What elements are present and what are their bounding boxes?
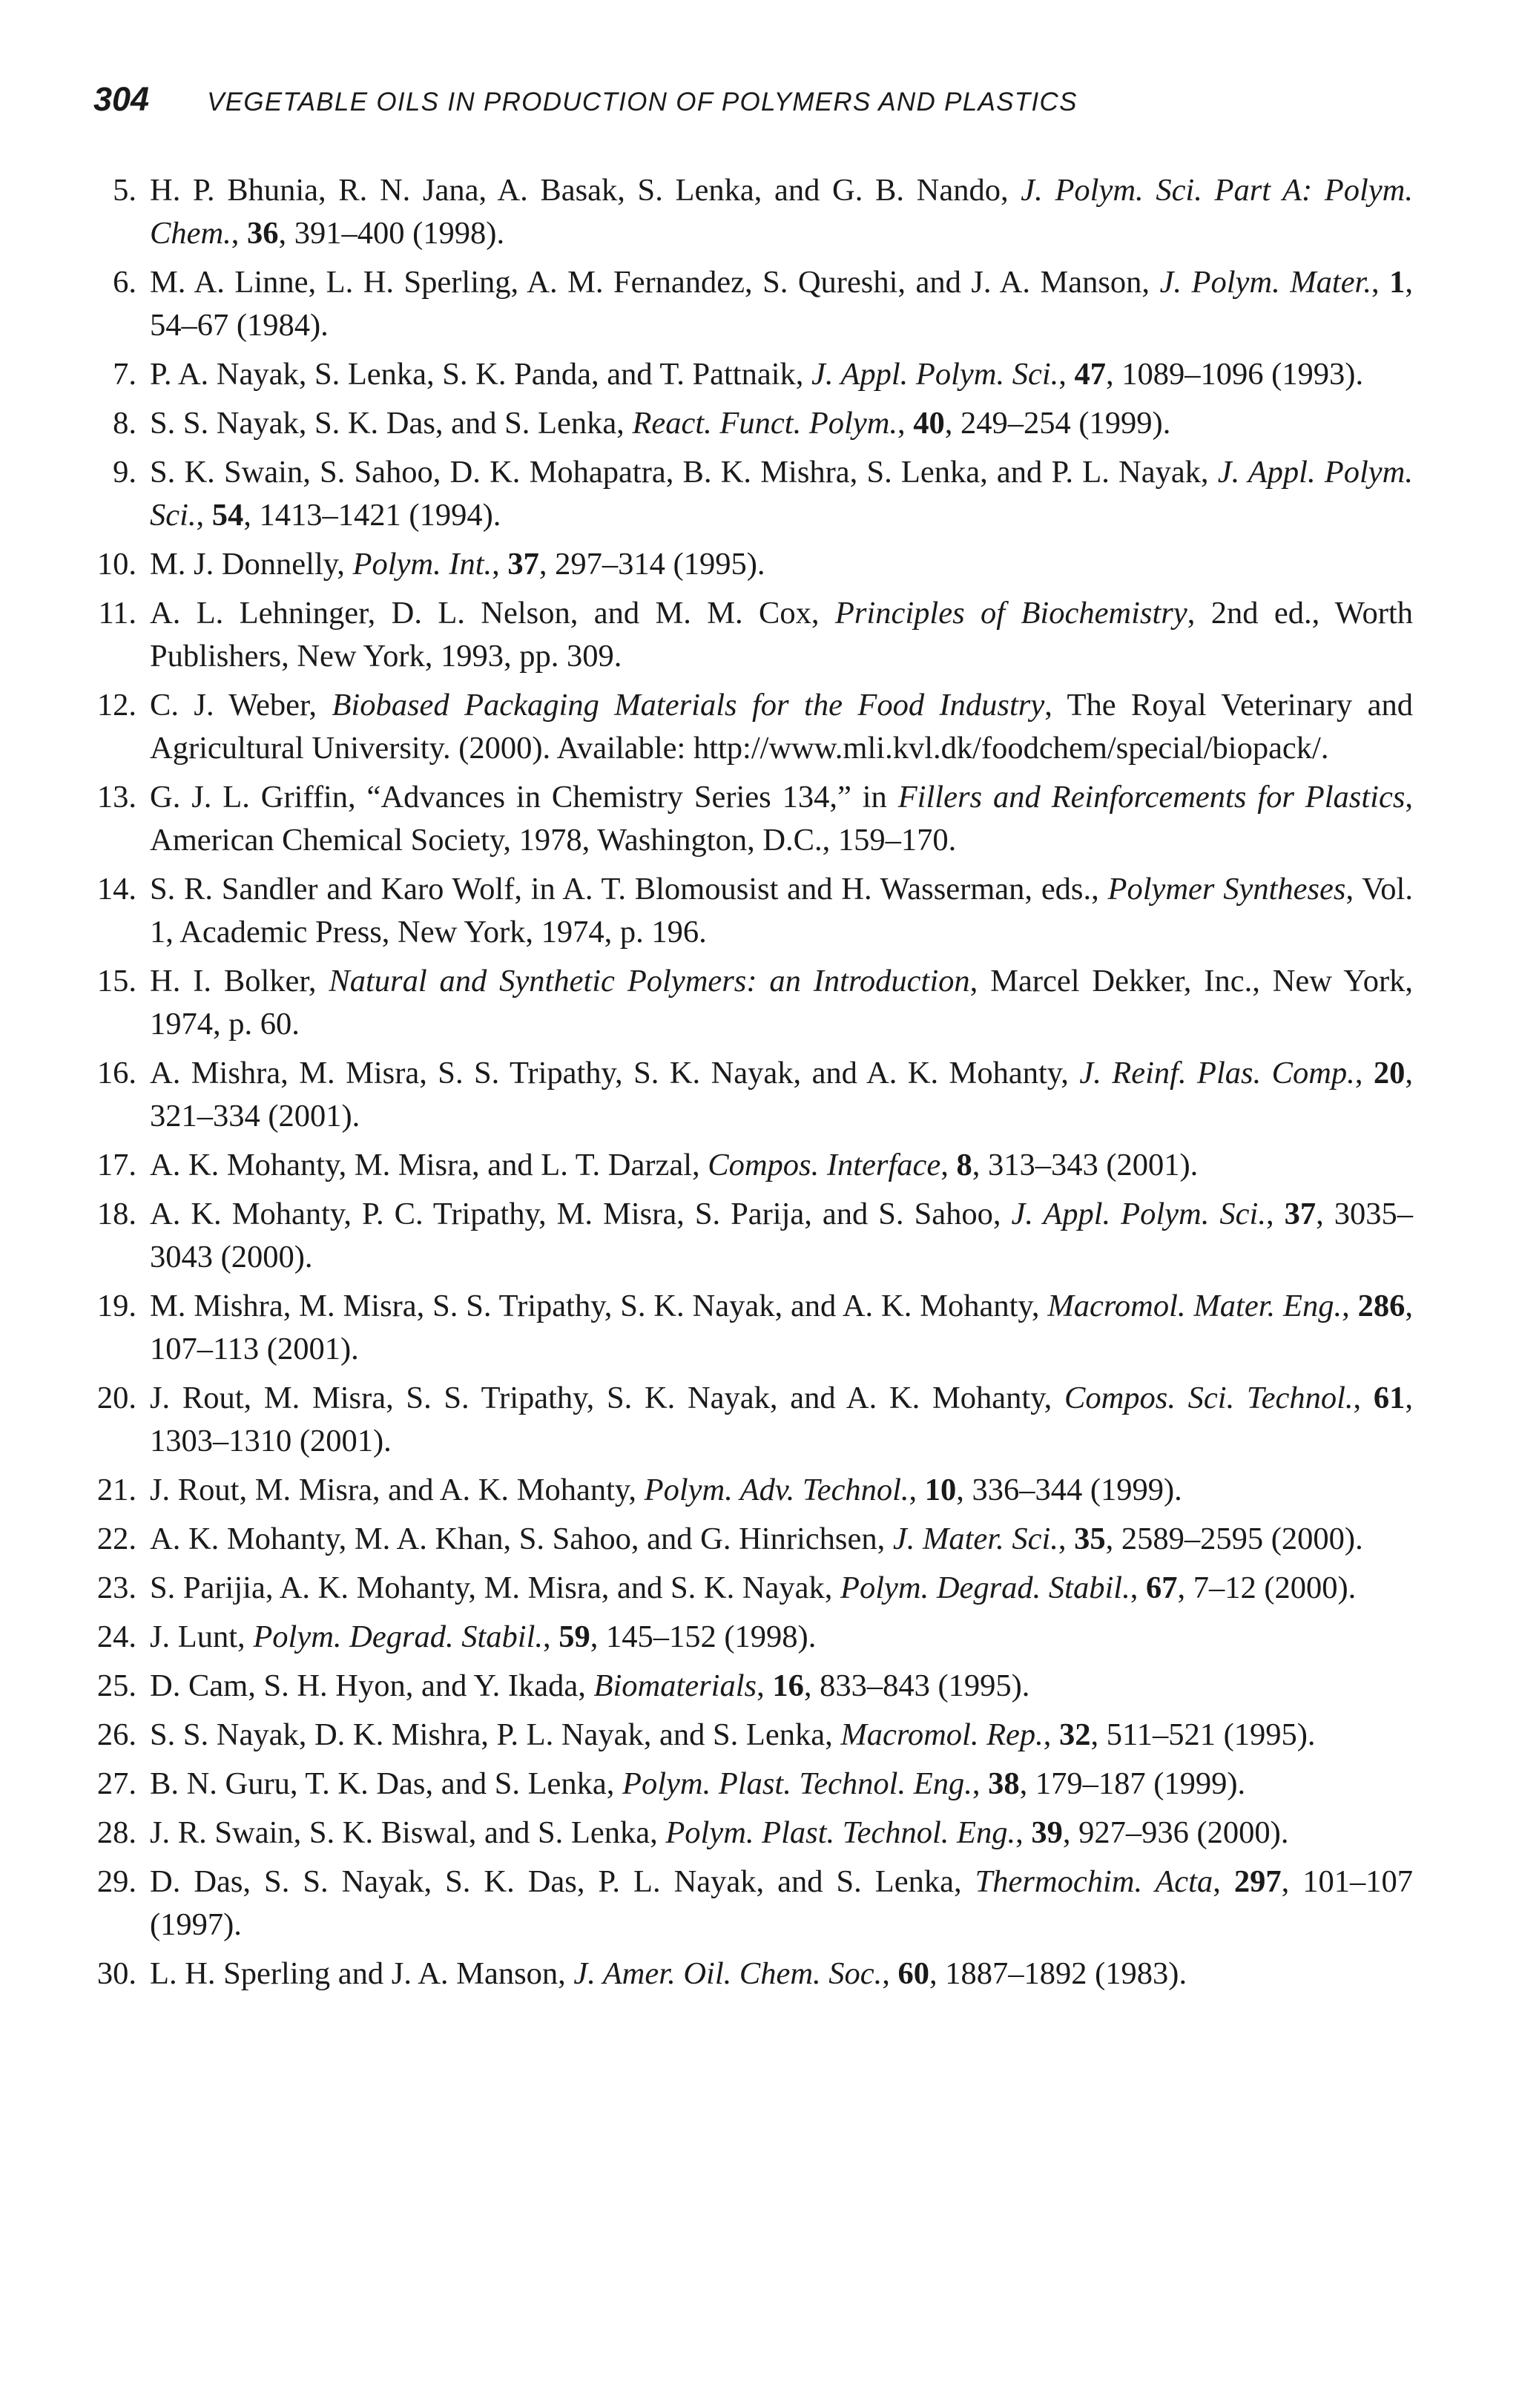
reference-item (89, 1193, 1413, 1279)
reference-item (89, 1812, 1413, 1855)
reference-text: , 145–152 (1998). (590, 1619, 817, 1654)
reference-text: , 833–843 (1995). (803, 1668, 1030, 1703)
volume-number: 16 (772, 1668, 804, 1703)
reference-text: , 179–187 (1999). (1019, 1766, 1246, 1801)
journal-title: Fillers and Reinforcements for Plastics (897, 780, 1406, 815)
reference-text: S. S. Nayak, D. K. Mishra, P. L. Nayak, and S. Lenka, (150, 1717, 841, 1752)
reference-text: , 1089–1096 (1993). (1106, 357, 1364, 392)
reference-text: D. Das, S. S. Nayak, S. K. Das, P. L. Nayak, and S. Lenka, (150, 1864, 975, 1899)
reference-number: 14. (96, 872, 136, 907)
reference-text: , (897, 406, 914, 441)
reference-number: 5. (113, 173, 136, 208)
volume-number: 36 (247, 216, 279, 251)
volume-number: 32 (1059, 1717, 1091, 1752)
journal-title: Biomaterials (593, 1668, 757, 1703)
journal-title: Principles of Biochemistry (834, 596, 1187, 631)
journal-title: J. Polym. Sci. Part A: Polym. Chem. (150, 173, 1413, 251)
reference-item (89, 1953, 1413, 1996)
journal-title: Natural and Synthetic Polymers: an Introduction (329, 964, 970, 999)
reference-number: 25. (96, 1668, 136, 1703)
reference-item (89, 1714, 1413, 1757)
reference-text: D. Cam, S. H. Hyon, and Y. Ikada, (150, 1668, 594, 1703)
reference-text: , 1303–1310 (2001). (150, 1381, 1413, 1458)
volume-number: 286 (1357, 1289, 1406, 1323)
reference-item (89, 1469, 1413, 1512)
volume-number: 39 (1031, 1815, 1063, 1850)
reference-text: , 321–334 (2001). (150, 1056, 1414, 1134)
reference-number: 20. (96, 1381, 136, 1415)
reference-text: , (1130, 1570, 1146, 1605)
reference-text: , 7–12 (2000). (1177, 1570, 1357, 1605)
reference-item (89, 1518, 1413, 1561)
reference-number: 17. (96, 1148, 136, 1182)
journal-title: Polym. Degrad. Stabil. (253, 1619, 544, 1654)
reference-item (89, 960, 1413, 1046)
reference-text: , (1058, 357, 1075, 392)
reference-text: A. K. Mohanty, P. C. Tripathy, M. Misra, S. Parija, and S. Sahoo, (150, 1197, 1012, 1231)
journal-title: Macromol. Mater. Eng. (1047, 1289, 1342, 1323)
reference-text: , (1043, 1717, 1060, 1752)
page-header (93, 80, 1078, 119)
reference-text: , 511–521 (1995). (1090, 1717, 1316, 1752)
reference-number: 28. (96, 1815, 136, 1850)
reference-number: 15. (96, 964, 136, 999)
reference-item (89, 684, 1413, 770)
reference-text: J. Rout, M. Misra, and A. K. Mohanty, (150, 1473, 645, 1507)
reference-item (89, 1377, 1413, 1463)
reference-text: A. L. Lehninger, D. L. Nelson, and M. M. Cox, (150, 596, 835, 631)
reference-number: 11. (98, 596, 136, 631)
reference-number: 12. (96, 688, 136, 723)
reference-text: H. P. Bhunia, R. N. Jana, A. Basak, S. Lenka, and G. B. Nando, (150, 173, 1021, 208)
reference-text: S. S. Nayak, S. K. Das, and S. Lenka, (150, 406, 633, 441)
reference-text: S. Parijia, A. K. Mohanty, M. Misra, and S. K. Nayak, (150, 1570, 840, 1605)
journal-title: Biobased Packaging Materials for the Food Industry (332, 688, 1045, 723)
reference-number: 16. (96, 1056, 136, 1090)
reference-text: L. H. Sperling and J. A. Manson, (150, 1956, 574, 1991)
reference-text: , (940, 1148, 957, 1182)
reference-item (89, 543, 1413, 586)
journal-title: J. Polym. Mater. (1159, 265, 1372, 300)
reference-item (89, 868, 1413, 954)
journal-title: Compos. Interface (708, 1148, 941, 1182)
volume-number: 40 (913, 406, 945, 441)
reference-item (89, 402, 1413, 445)
reference-number: 7. (113, 357, 136, 392)
reference-text: , Vol. 1, Academic Press, New York, 1974, p. 196. (150, 872, 1413, 950)
reference-text: , (1265, 1197, 1285, 1231)
journal-title: Polym. Int. (352, 547, 492, 582)
reference-text: , (543, 1619, 559, 1654)
reference-text: , 391–400 (1998). (278, 216, 505, 251)
reference-number: 9. (113, 455, 136, 490)
reference-text: , (1058, 1522, 1075, 1556)
reference-list (89, 169, 1413, 2001)
reference-number: 21. (96, 1473, 136, 1507)
reference-text: M. A. Linne, L. H. Sperling, A. M. Fernandez, S. Qureshi, and J. A. Manson, (150, 265, 1160, 300)
reference-text: , Marcel Dekker, Inc., New York, 1974, p. 60. (150, 964, 1413, 1042)
journal-title: Polym. Adv. Technol. (644, 1473, 909, 1507)
reference-item (89, 1052, 1413, 1138)
reference-text: , 249–254 (1999). (944, 406, 1171, 441)
reference-text: , 1887–1892 (1983). (929, 1956, 1187, 1991)
volume-number: 60 (897, 1956, 930, 1991)
volume-number: 37 (507, 547, 539, 582)
journal-title: Polym. Degrad. Stabil. (840, 1570, 1130, 1605)
reference-item (89, 1861, 1413, 1947)
reference-text: S. K. Swain, S. Sahoo, D. K. Mohapatra, B. K. Mishra, S. Lenka, and P. L. Nayak, (150, 455, 1218, 490)
reference-item (89, 261, 1413, 347)
reference-item (89, 1567, 1413, 1610)
volume-number: 1 (1389, 265, 1406, 300)
reference-text: , (972, 1766, 989, 1801)
reference-item (89, 353, 1413, 396)
reference-number: 18. (96, 1197, 136, 1231)
reference-text: , (196, 498, 212, 533)
volume-number: 61 (1373, 1381, 1406, 1415)
reference-item (89, 451, 1413, 537)
journal-title: J. Reinf. Plas. Comp. (1079, 1056, 1355, 1090)
volume-number: 67 (1145, 1570, 1178, 1605)
journal-title: Polymer Syntheses (1107, 872, 1346, 907)
reference-text: A. K. Mohanty, M. Misra, and L. T. Darzal, (150, 1148, 708, 1182)
reference-text: , 336–344 (1999). (956, 1473, 1182, 1507)
volume-number: 297 (1233, 1864, 1282, 1899)
reference-text: , (757, 1668, 773, 1703)
reference-text: , 297–314 (1995). (538, 547, 765, 582)
reference-text: H. I. Bolker, (150, 964, 329, 999)
reference-text: , (1354, 1056, 1374, 1090)
reference-text: , 2nd ed., Worth Publishers, New York, 1993, pp. 309. (150, 596, 1413, 674)
reference-text: , 2589–2595 (2000). (1105, 1522, 1363, 1556)
reference-number: 29. (96, 1864, 136, 1899)
volume-number: 10 (924, 1473, 957, 1507)
reference-number: 22. (96, 1522, 136, 1556)
reference-text: , (1371, 265, 1390, 300)
volume-number: 35 (1074, 1522, 1106, 1556)
reference-text: G. J. L. Griffin, “Advances in Chemistry Series 134,” in (150, 780, 898, 815)
journal-title: Thermochim. Acta (975, 1864, 1213, 1899)
reference-number: 19. (96, 1289, 136, 1323)
journal-title: J. Amer. Oil. Chem. Soc. (573, 1956, 883, 1991)
journal-title: React. Funct. Polym. (632, 406, 898, 441)
reference-number: 30. (96, 1956, 136, 1991)
reference-number: 24. (96, 1619, 136, 1654)
volume-number: 54 (211, 498, 244, 533)
reference-text: , American Chemical Society, 1978, Washington, D.C., 159–170. (150, 780, 1413, 858)
running-title: VEGETABLE OILS IN PRODUCTION OF POLYMERS AND PLASTICS (207, 88, 1078, 116)
reference-number: 6. (113, 265, 136, 300)
reference-text: , 927–936 (2000). (1062, 1815, 1289, 1850)
reference-number: 13. (96, 780, 136, 815)
reference-item (89, 1763, 1413, 1806)
volume-number: 37 (1284, 1197, 1317, 1231)
reference-text: , 107–113 (2001). (150, 1289, 1413, 1366)
reference-number: 26. (96, 1717, 136, 1752)
reference-text: , (231, 216, 248, 251)
volume-number: 8 (956, 1148, 972, 1182)
reference-text: J. Lunt, (150, 1619, 254, 1654)
reference-text: , The Royal Veterinary and Agricultural University. (2000). Available: http://www.mli.kvl.dk/foodchem/special/biopack/. (150, 688, 1413, 766)
reference-text: P. A. Nayak, S. Lenka, S. K. Panda, and T. Pattnaik, (150, 357, 812, 392)
reference-number: 10. (96, 547, 136, 582)
reference-item (89, 592, 1413, 678)
reference-text: , (492, 547, 508, 582)
reference-text: , 3035–3043 (2000). (150, 1197, 1414, 1274)
journal-title: Macromol. Rep. (840, 1717, 1044, 1752)
reference-text: , 54–67 (1984). (150, 265, 1414, 343)
reference-text: J. Rout, M. Misra, S. S. Tripathy, S. K. Nayak, and A. K. Mohanty, (150, 1381, 1064, 1415)
volume-number: 59 (558, 1619, 590, 1654)
journal-title: J. Appl. Polym. Sci. (150, 455, 1413, 533)
journal-title: J. Appl. Polym. Sci. (1011, 1197, 1266, 1231)
reference-text: , 101–107 (1997). (150, 1864, 1413, 1942)
reference-item (89, 1144, 1413, 1187)
reference-text: , (1015, 1815, 1032, 1850)
volume-number: 20 (1373, 1056, 1406, 1090)
reference-text: , (909, 1473, 925, 1507)
journal-title: Compos. Sci. Technol. (1064, 1381, 1354, 1415)
reference-text: M. Mishra, M. Misra, S. S. Tripathy, S. K. Nayak, and A. K. Mohanty, (150, 1289, 1048, 1323)
page-number: 304 (93, 80, 150, 118)
journal-title: Polym. Plast. Technol. Eng. (665, 1815, 1016, 1850)
journal-title: Polym. Plast. Technol. Eng. (622, 1766, 972, 1801)
volume-number: 38 (988, 1766, 1020, 1801)
reference-item (89, 1285, 1413, 1371)
reference-item (89, 1665, 1413, 1708)
reference-text: , (882, 1956, 898, 1991)
reference-text: , (1353, 1381, 1374, 1415)
reference-text: A. K. Mohanty, M. A. Khan, S. Sahoo, and G. Hinrichsen, (150, 1522, 893, 1556)
reference-text: , (1213, 1864, 1234, 1899)
reference-text: , 313–343 (2001). (972, 1148, 1199, 1182)
reference-text: B. N. Guru, T. K. Das, and S. Lenka, (150, 1766, 623, 1801)
journal-title: J. Mater. Sci. (892, 1522, 1058, 1556)
reference-number: 27. (96, 1766, 136, 1801)
reference-text: , 1413–1421 (1994). (243, 498, 501, 533)
journal-title: J. Appl. Polym. Sci. (811, 357, 1059, 392)
reference-number: 23. (96, 1570, 136, 1605)
reference-text: A. Mishra, M. Misra, S. S. Tripathy, S. K. Nayak, and A. K. Mohanty, (150, 1056, 1080, 1090)
reference-text: , (1342, 1289, 1358, 1323)
volume-number: 47 (1074, 357, 1107, 392)
reference-text: S. R. Sandler and Karo Wolf, in A. T. Blomousist and H. Wasserman, eds., (150, 872, 1108, 907)
reference-number: 8. (113, 406, 136, 441)
reference-item (89, 776, 1413, 862)
reference-text: M. J. Donnelly, (150, 547, 353, 582)
reference-text: C. J. Weber, (150, 688, 332, 723)
reference-item (89, 1616, 1413, 1659)
reference-text: J. R. Swain, S. K. Biswal, and S. Lenka, (150, 1815, 666, 1850)
reference-item (89, 169, 1413, 255)
